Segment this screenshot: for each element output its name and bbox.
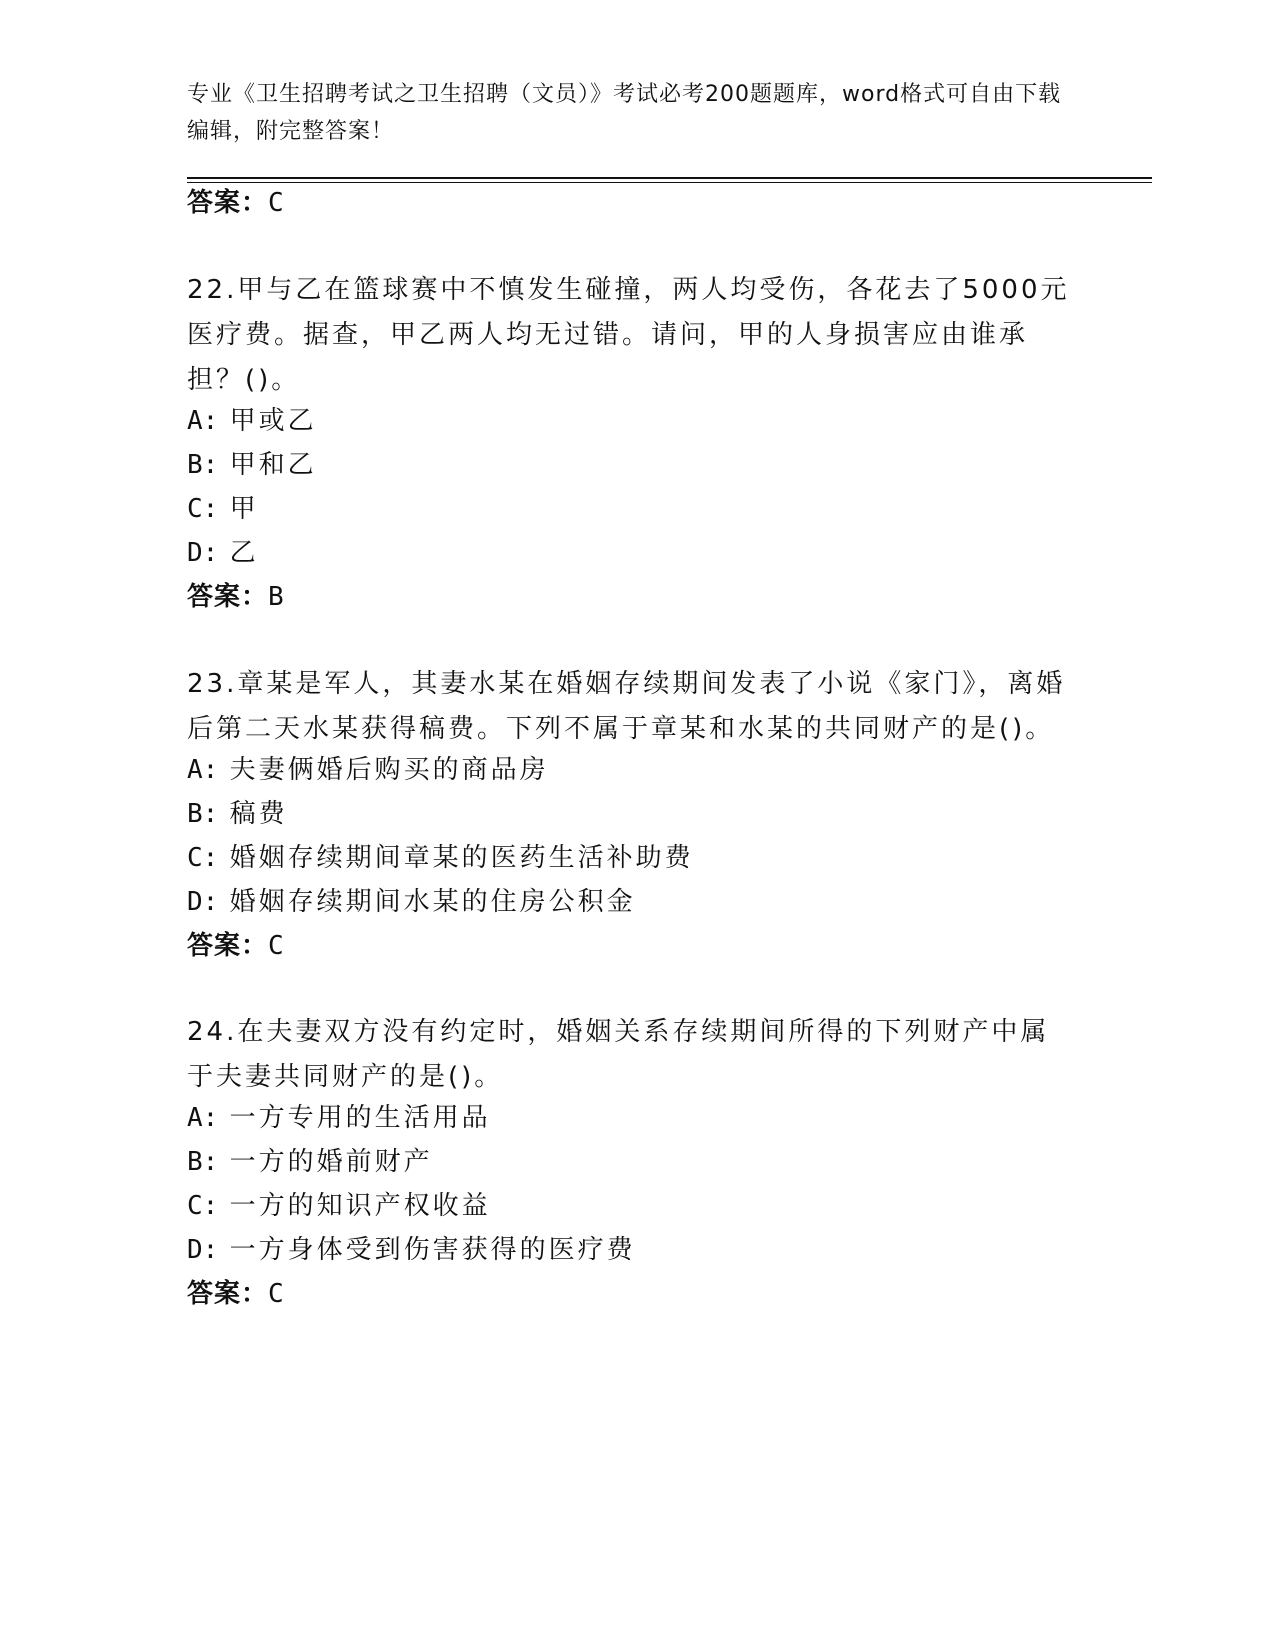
option-label: A: <box>187 1103 219 1133</box>
option-label: A: <box>187 406 219 436</box>
answer-label: 答案： <box>187 1279 269 1309</box>
question-24-answer <box>187 1274 285 1314</box>
question-23-option-a <box>187 750 549 790</box>
option-text: 甲和乙 <box>229 450 317 480</box>
question-23-option-d <box>187 882 636 922</box>
option-label: C: <box>187 494 219 524</box>
option-label: A: <box>187 755 219 785</box>
question-23-option-c <box>187 838 694 878</box>
answer-value: C <box>268 1279 285 1309</box>
option-label: B: <box>187 1147 219 1177</box>
question-23-answer <box>187 926 285 966</box>
option-text: 甲 <box>229 494 259 524</box>
answer-value: B <box>268 582 285 612</box>
header-rule-thin <box>187 182 1152 183</box>
question-22-answer <box>187 577 285 617</box>
option-text: 夫妻俩婚后购买的商品房 <box>229 755 549 785</box>
question-24-option-d <box>187 1230 636 1270</box>
answer-value: C <box>268 931 285 961</box>
option-text: 婚姻存续期间水某的住房公积金 <box>229 887 636 917</box>
option-label: D: <box>187 887 219 917</box>
option-text: 一方的知识产权收益 <box>229 1191 491 1221</box>
answer-label: 答案： <box>187 931 269 961</box>
option-text: 一方的婚前财产 <box>229 1147 433 1177</box>
answer-label: 答案： <box>187 188 269 218</box>
option-label: B: <box>187 799 219 829</box>
question-24-option-b <box>187 1142 433 1182</box>
question-23-text: 23.章某是军人，其妻水某在婚姻存续期间发表了小说《家门》，离婚后第二天水某获得稿费。下列不属于章某和水某的共同财产的是()。 <box>187 669 1066 744</box>
question-22-option-c <box>187 489 259 529</box>
option-text: 甲或乙 <box>229 406 317 436</box>
answer-value: C <box>268 188 285 218</box>
question-24-option-c <box>187 1186 491 1226</box>
header-rule-thick <box>187 177 1152 179</box>
question-22-option-d <box>187 533 259 573</box>
option-text: 一方专用的生活用品 <box>229 1103 491 1133</box>
answer-label: 答案： <box>187 582 269 612</box>
option-label: C: <box>187 843 219 873</box>
option-label: C: <box>187 1191 219 1221</box>
question-23-option-b <box>187 794 288 834</box>
option-label: D: <box>187 538 219 568</box>
page-header: 专业《卫生招聘考试之卫生招聘（文员）》考试必考200题题库，word格式可自由下载编辑，附完整答案！ <box>187 82 1062 144</box>
question-24-text: 24.在夫妻双方没有约定时，婚姻关系存续期间所得的下列财产中属于夫妻共同财产的是()。 <box>187 1017 1050 1092</box>
option-text: 婚姻存续期间章某的医药生活补助费 <box>229 843 694 873</box>
option-text: 一方身体受到伤害获得的医疗费 <box>229 1235 636 1265</box>
option-label: D: <box>187 1235 219 1265</box>
question-22-text: 22.甲与乙在篮球赛中不慎发生碰撞，两人均受伤，各花去了5000元医疗费。据查，甲乙两人均无过错。请问，甲的人身损害应由谁承担？()。 <box>187 275 1070 395</box>
prev-answer <box>187 183 285 223</box>
option-text: 乙 <box>229 538 259 568</box>
option-text: 稿费 <box>229 799 288 829</box>
question-22-option-b <box>187 445 317 485</box>
option-label: B: <box>187 450 219 480</box>
question-24-option-a <box>187 1098 491 1138</box>
question-22-option-a <box>187 401 317 441</box>
